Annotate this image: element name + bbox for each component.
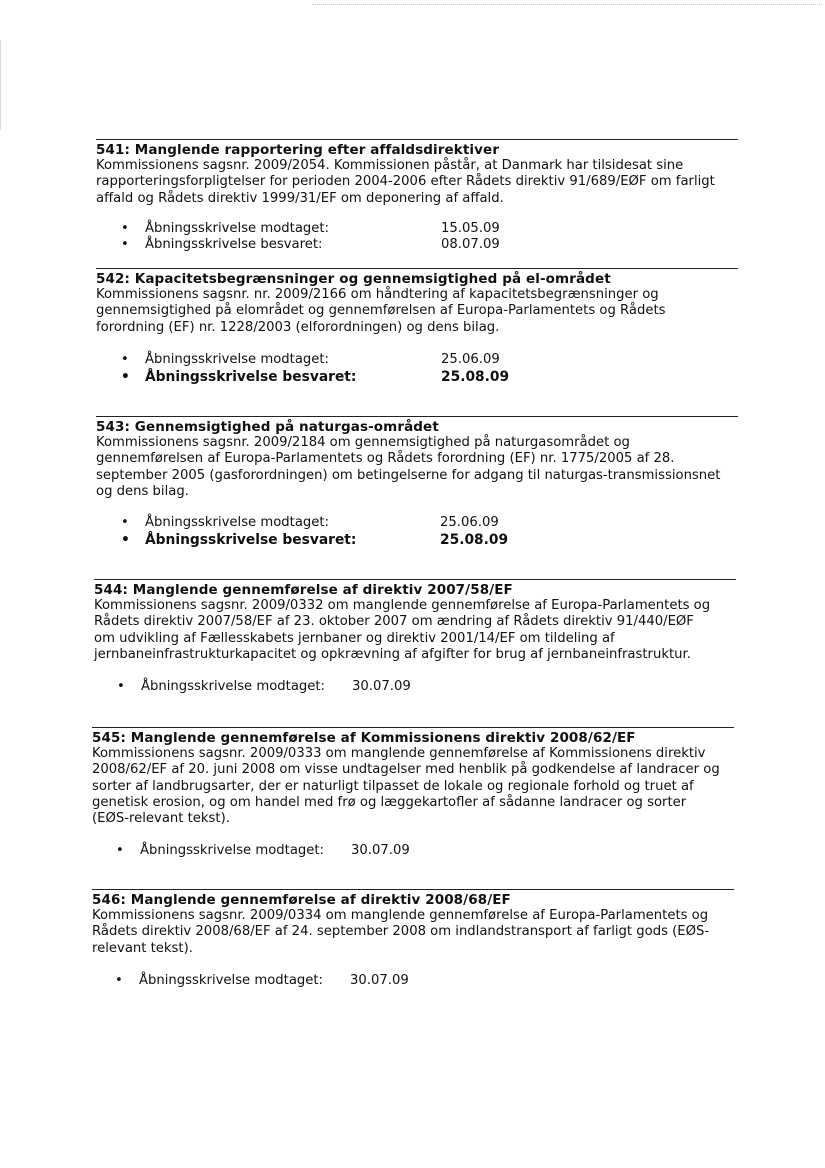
bullet-item	[121, 221, 500, 237]
section-title: 542: Kapacitetsbegrænsninger og gennemsigtighed på el-området	[96, 271, 611, 287]
body-line: og dens bilag.	[96, 483, 189, 499]
bullet-label: Åbningsskrivelse besvaret:	[145, 369, 357, 385]
section-rule	[92, 889, 734, 890]
section-title: 544: Manglende gennemførelse af direktiv 2007/58/EF	[94, 582, 513, 598]
section-body	[96, 435, 738, 500]
bullet-item	[121, 369, 510, 385]
section-title: 541: Manglende rapportering efter affaldsdirektiver	[96, 142, 500, 158]
body-line: relevant tekst).	[92, 940, 193, 956]
bullet-label: Åbningsskrivelse modtaget:	[145, 221, 330, 236]
bullet-icon: •	[121, 369, 130, 385]
body-line: Kommissionens sagsnr. 2009/2184 om gennemsigtighed på naturgasområdet og	[96, 435, 630, 450]
section-title: 546: Manglende gennemførelse af direktiv 2008/68/EF	[92, 892, 511, 908]
section-body	[94, 598, 736, 663]
bullet-value: 08.07.09	[441, 237, 500, 252]
scan-edge-line	[312, 4, 822, 5]
bullet-label: Åbningsskrivelse modtaget:	[139, 973, 324, 988]
section-body	[96, 287, 738, 336]
section-title: 545: Manglende gennemførelse af Kommissionens direktiv 2008/62/EF	[92, 730, 636, 746]
bullet-label: Åbningsskrivelse modtaget:	[145, 352, 330, 367]
section-543	[96, 416, 738, 500]
bullet-value: 15.05.09	[441, 221, 500, 236]
bullet-label: Åbningsskrivelse modtaget:	[141, 679, 326, 694]
body-line: rapporteringsforpligtelser for perioden 2004-2006 efter Rådets direktiv 91/689/EØF om farligt	[96, 174, 715, 190]
body-line: Rådets direktiv 2008/68/EF af 24. september 2008 om indlandstransport af farligt gods (EØS-	[92, 924, 710, 940]
bullet-icon: •	[121, 352, 129, 367]
section-body	[92, 746, 734, 827]
bullet-value: 25.06.09	[441, 352, 500, 367]
bullet-label: Åbningsskrivelse besvaret:	[145, 532, 357, 548]
body-line: gennemsigtighed på elområdet og gennemførelsen af Europa-Parlamentets og Rådets	[96, 303, 666, 319]
body-line: september 2005 (gasforordningen) om betingelserne for adgang til naturgas-transmissionsnet	[96, 467, 721, 483]
body-line: 2008/62/EF af 20. juni 2008 om visse undtagelser med henblik på godkendelse af landracer og	[92, 762, 720, 778]
body-line: forordning (EF) nr. 1228/2003 (elforordningen) og dens bilag.	[96, 319, 500, 335]
bullet-icon: •	[121, 221, 129, 236]
bullet-value: 25.08.09	[440, 532, 509, 548]
scan-edge-mark	[0, 40, 1, 130]
section-rule	[96, 416, 738, 417]
section-544	[94, 579, 736, 663]
section-546	[92, 889, 734, 957]
bullet-label: Åbningsskrivelse modtaget:	[145, 515, 330, 530]
body-line: (EØS-relevant tekst).	[92, 811, 230, 827]
bullet-item	[121, 237, 500, 253]
bullet-icon: •	[115, 973, 123, 988]
bullet-icon: •	[121, 515, 129, 530]
body-line: sorter af landbrugsarter, der er naturligt tilpasset de lokale og regionale forhold og truet af	[92, 778, 694, 794]
body-line: om udvikling af Fællesskabets jernbaner og direktiv 2001/14/EF om tildeling af	[94, 630, 615, 646]
body-line: Kommissionens sagsnr. 2009/2054. Kommissionen påstår, at Danmark har tilsidesat sine	[96, 158, 684, 173]
section-542	[96, 268, 738, 336]
section-rule	[92, 727, 734, 728]
bullet-value: 30.07.09	[350, 973, 409, 988]
bullet-item	[121, 532, 509, 548]
section-rule	[96, 268, 738, 269]
section-body	[92, 908, 734, 957]
body-line: Rådets direktiv 2007/58/EF af 23. oktober 2007 om ændring af Rådets direktiv 91/440/EØF	[94, 614, 694, 630]
bullet-value: 25.08.09	[441, 369, 510, 385]
section-541	[96, 139, 738, 207]
bullet-value: 30.07.09	[351, 843, 410, 858]
body-line: Kommissionens sagsnr. nr. 2009/2166 om håndtering af kapacitetsbegrænsninger og	[96, 287, 659, 302]
bullet-icon: •	[121, 237, 129, 252]
bullet-item	[121, 352, 500, 368]
section-rule	[96, 139, 738, 140]
body-line: gennemførelsen af Europa-Parlamentets og Rådets forordning (EF) nr. 1775/2005 af 28.	[96, 451, 675, 467]
section-545	[92, 727, 734, 827]
bullet-item	[116, 843, 410, 859]
bullet-value: 25.06.09	[440, 515, 499, 530]
bullet-icon: •	[117, 679, 125, 694]
bullet-label: Åbningsskrivelse besvaret:	[145, 237, 323, 252]
bullet-item	[115, 973, 409, 989]
body-line: Kommissionens sagsnr. 2009/0334 om manglende gennemførelse af Europa-Parlamentets og	[92, 908, 709, 923]
body-line: affald og Rådets direktiv 1999/31/EF om deponering af affald.	[96, 190, 504, 206]
section-body	[96, 158, 738, 207]
section-title: 543: Gennemsigtighed på naturgas-området	[96, 419, 439, 435]
bullet-item	[117, 679, 411, 695]
body-line: Kommissionens sagsnr. 2009/0332 om manglende gennemførelse af Europa-Parlamentets og	[94, 598, 711, 613]
bullet-icon: •	[121, 532, 130, 548]
section-rule	[94, 579, 736, 580]
body-line: Kommissionens sagsnr. 2009/0333 om manglende gennemførelse af Kommissionens direktiv	[92, 746, 706, 761]
bullet-item	[121, 515, 499, 531]
body-line: jernbaneinfrastrukturkapacitet og opkrævning af afgifter for brug af jernbaneinfrastruktur.	[94, 646, 691, 662]
bullet-value: 30.07.09	[352, 679, 411, 694]
body-line: genetisk erosion, og om handel med frø og læggekartofler af sådanne landracer og sorter	[92, 794, 687, 810]
bullet-icon: •	[116, 843, 124, 858]
bullet-label: Åbningsskrivelse modtaget:	[140, 843, 325, 858]
